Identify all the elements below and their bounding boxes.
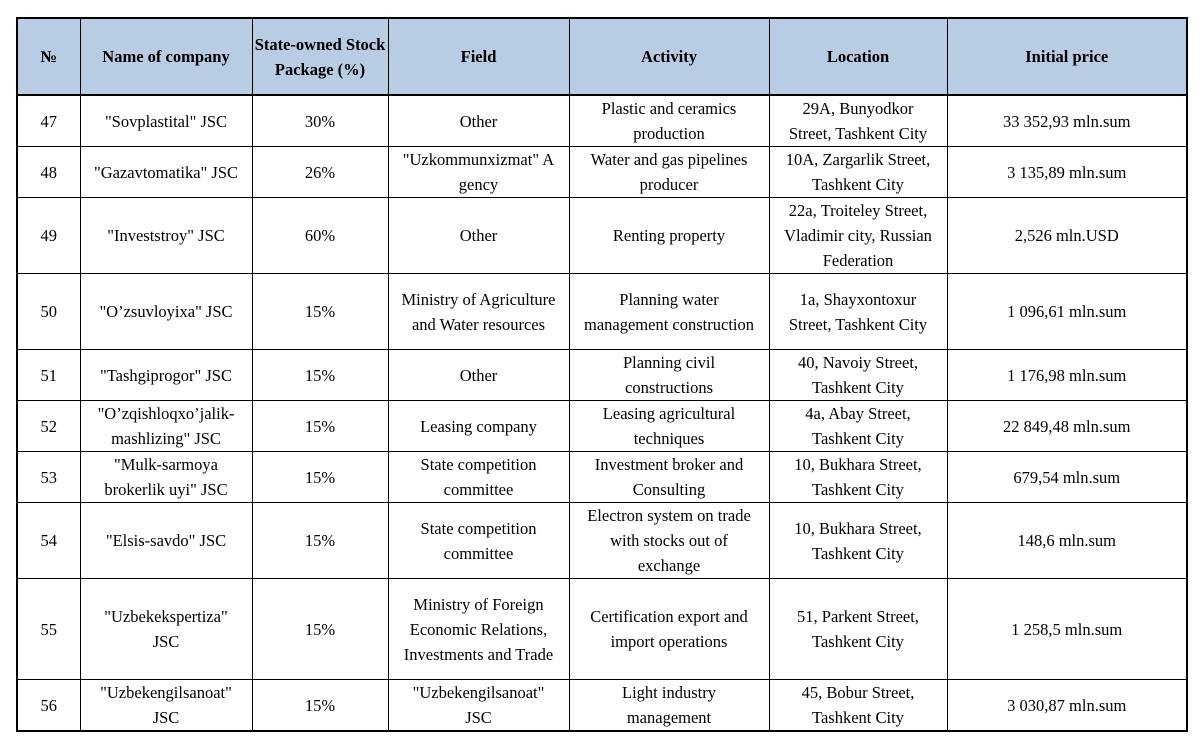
cell-initial-price-text: 1 096,61 mln.sum — [1007, 302, 1127, 321]
table-row — [17, 350, 1187, 401]
cell-field-text: Other — [459, 111, 498, 131]
cell-location-text: 10A, Zargarlik Street, Tashkent City — [785, 150, 931, 194]
cell-initial-price — [947, 350, 1187, 401]
cell-company-name — [80, 198, 252, 274]
cell-number — [17, 350, 80, 401]
cell-location-text: 45, Bobur Street, Tashkent City — [801, 683, 915, 727]
cell-number — [17, 198, 80, 274]
header-initial-price: Initial price — [947, 18, 1187, 95]
cell-field — [388, 198, 569, 274]
cell-field-text: State competition committee — [420, 518, 537, 563]
cell-field — [388, 401, 569, 452]
cell-state-stake — [252, 198, 388, 274]
cell-location-text: 22a, Troiteley Street, Vladimir city, Russian Federation — [784, 201, 932, 270]
table-body — [17, 95, 1187, 731]
cell-activity-text: Planning civil constructions — [622, 353, 716, 397]
cell-company-name-text: "Gazavtomatika" JSC — [93, 162, 239, 182]
cell-location — [769, 401, 947, 452]
cell-activity — [569, 350, 769, 401]
cell-company-name-text: "Tashgiprogor" JSC — [100, 365, 232, 385]
cell-company-name-text: "O’zqishloqxo’jalik- mashlizing" JSC — [97, 404, 235, 448]
cell-state-stake-text: 15% — [304, 416, 336, 436]
table-row — [17, 198, 1187, 274]
cell-initial-price — [947, 274, 1187, 350]
cell-number — [17, 579, 80, 680]
cell-number-text: 51 — [40, 365, 57, 385]
cell-location — [769, 95, 947, 147]
cell-initial-price — [947, 680, 1187, 732]
cell-initial-price-text: 148,6 mln.sum — [1017, 531, 1117, 550]
cell-location — [769, 680, 947, 732]
table-row — [17, 147, 1187, 198]
cell-initial-price-text: 1 258,5 mln.sum — [1011, 619, 1123, 639]
cell-initial-price-text: 3 030,87 mln.sum — [1007, 695, 1127, 715]
cell-number — [17, 452, 80, 503]
cell-field-text: Ministry of Foreign Economic Relations, Investments and Trade — [403, 594, 554, 664]
cell-number-text: 50 — [40, 302, 57, 321]
cell-location — [769, 579, 947, 680]
cell-field-text: Other — [459, 226, 498, 245]
cell-company-name — [80, 579, 252, 680]
cell-field — [388, 350, 569, 401]
header-activity: Activity — [569, 18, 769, 95]
cell-activity — [569, 198, 769, 274]
cell-field-text: Leasing company — [420, 416, 537, 436]
cell-number — [17, 401, 80, 452]
cell-number — [17, 95, 80, 147]
cell-initial-price-text: 22 849,48 mln.sum — [1003, 416, 1131, 436]
header-row — [17, 18, 1187, 95]
cell-company-name — [80, 274, 252, 350]
cell-initial-price-text: 679,54 mln.sum — [1013, 467, 1121, 487]
cell-company-name — [80, 503, 252, 579]
table-row — [17, 503, 1187, 579]
cell-field-text: "Uzbekengilsanoat" JSC — [412, 683, 545, 727]
cell-number-text: 49 — [40, 226, 57, 245]
cell-number — [17, 274, 80, 350]
cell-number-text: 52 — [40, 416, 57, 436]
cell-field-text: State competition committee — [420, 455, 537, 499]
header-number: № — [17, 18, 80, 95]
header-state-stake: State-owned Stock Package (%) — [252, 18, 388, 95]
cell-company-name-text: "Elsis-savdo" JSC — [105, 531, 227, 550]
cell-state-stake — [252, 579, 388, 680]
cell-state-stake — [252, 350, 388, 401]
cell-field — [388, 95, 569, 147]
cell-field-text: Other — [459, 365, 498, 385]
cell-state-stake — [252, 452, 388, 503]
cell-company-name — [80, 350, 252, 401]
cell-initial-price — [947, 198, 1187, 274]
cell-field — [388, 680, 569, 732]
cell-activity-text: Certification export and import operations — [590, 607, 748, 651]
cell-initial-price — [947, 95, 1187, 147]
cell-activity-text: Light industry management — [622, 683, 716, 727]
cell-company-name — [80, 452, 252, 503]
cell-number-text: 54 — [40, 531, 57, 550]
cell-company-name-text: "Investstroy" JSC — [107, 226, 225, 245]
cell-activity — [569, 503, 769, 579]
cell-state-stake — [252, 680, 388, 732]
cell-location — [769, 350, 947, 401]
cell-company-name-text: "Sovplastital" JSC — [104, 111, 228, 131]
cell-company-name — [80, 147, 252, 198]
cell-state-stake-text: 60% — [304, 226, 336, 245]
cell-initial-price — [947, 503, 1187, 579]
cell-location-text: 1a, Shayxontoxur Street, Tashkent City — [788, 289, 928, 334]
cell-initial-price — [947, 147, 1187, 198]
cell-activity — [569, 579, 769, 680]
cell-state-stake-text: 15% — [304, 302, 336, 321]
cell-activity — [569, 95, 769, 147]
cell-number-text: 47 — [40, 111, 57, 131]
cell-number-text: 48 — [40, 162, 57, 182]
cell-location-text: 29A, Bunyodkor Street, Tashkent City — [788, 99, 928, 143]
cell-field-text: "Uzkommunxizmat" A gency — [402, 150, 555, 194]
cell-location — [769, 452, 947, 503]
table-row — [17, 401, 1187, 452]
cell-number — [17, 147, 80, 198]
cell-number — [17, 503, 80, 579]
cell-state-stake — [252, 274, 388, 350]
header-field: Field — [388, 18, 569, 95]
cell-field — [388, 503, 569, 579]
cell-location-text: 10, Bukhara Street, Tashkent City — [794, 455, 922, 499]
cell-activity — [569, 452, 769, 503]
cell-field — [388, 274, 569, 350]
cell-state-stake-text: 15% — [304, 695, 336, 715]
cell-activity-text: Leasing agricultural techniques — [602, 404, 736, 448]
cell-field — [388, 452, 569, 503]
cell-location-text: 40, Navoiy Street, Tashkent City — [797, 353, 919, 397]
cell-initial-price-text: 3 135,89 mln.sum — [1007, 162, 1127, 182]
cell-activity-text: Plastic and ceramics production — [601, 99, 737, 143]
cell-state-stake-text: 15% — [304, 365, 336, 385]
cell-location — [769, 198, 947, 274]
table-row — [17, 680, 1187, 732]
cell-location — [769, 147, 947, 198]
cell-company-name-text: "Uzbekengilsanoat" JSC — [100, 683, 232, 727]
table-row — [17, 274, 1187, 350]
cell-location — [769, 274, 947, 350]
cell-company-name — [80, 95, 252, 147]
table-row — [17, 452, 1187, 503]
table-row — [17, 95, 1187, 147]
cell-number-text: 55 — [40, 619, 57, 639]
cell-activity-text: Renting property — [612, 226, 726, 245]
cell-field — [388, 579, 569, 680]
cell-activity-text: Planning water management construction — [584, 289, 754, 334]
cell-state-stake-text: 26% — [304, 162, 336, 182]
cell-activity — [569, 401, 769, 452]
cell-number — [17, 680, 80, 732]
table-container — [16, 17, 1188, 732]
cell-initial-price — [947, 452, 1187, 503]
cell-company-name-text: "O’zsuvloyixa" JSC — [99, 302, 233, 321]
cell-state-stake-text: 15% — [304, 467, 336, 487]
cell-field-text: Ministry of Agriculture and Water resources — [401, 289, 556, 334]
cell-state-stake-text: 15% — [304, 531, 336, 550]
cell-state-stake-text: 15% — [304, 619, 336, 639]
privatization-table — [16, 17, 1188, 732]
cell-company-name — [80, 401, 252, 452]
cell-location — [769, 503, 947, 579]
cell-company-name — [80, 680, 252, 732]
cell-activity — [569, 147, 769, 198]
cell-activity — [569, 274, 769, 350]
cell-activity-text: Electron system on trade with stocks out of exchange — [587, 506, 751, 575]
header-location: Location — [769, 18, 947, 95]
cell-state-stake — [252, 503, 388, 579]
table-row — [17, 579, 1187, 680]
header-company-name: Name of company — [80, 18, 252, 95]
cell-location-text: 4a, Abay Street, Tashkent City — [805, 404, 911, 448]
cell-location-text: 10, Bukhara Street, Tashkent City — [794, 518, 922, 563]
cell-number-text: 53 — [40, 467, 57, 487]
cell-company-name-text: "Mulk-sarmoya brokerlik uyi" JSC — [104, 455, 228, 499]
cell-location-text: 51, Parkent Street, Tashkent City — [797, 607, 919, 651]
cell-company-name-text: "Uzbekekspertiza" JSC — [104, 607, 228, 651]
cell-state-stake — [252, 95, 388, 147]
cell-activity-text: Investment broker and Consulting — [594, 455, 744, 499]
cell-field — [388, 147, 569, 198]
cell-initial-price-text: 33 352,93 mln.sum — [1003, 111, 1131, 131]
cell-state-stake — [252, 147, 388, 198]
cell-initial-price-text: 2,526 mln.USD — [1014, 226, 1119, 245]
cell-state-stake-text: 30% — [304, 111, 336, 131]
cell-initial-price — [947, 401, 1187, 452]
cell-initial-price — [947, 579, 1187, 680]
cell-activity-text: Water and gas pipelines producer — [590, 150, 748, 194]
cell-number-text: 56 — [40, 695, 57, 715]
cell-initial-price-text: 1 176,98 mln.sum — [1007, 365, 1127, 385]
cell-state-stake — [252, 401, 388, 452]
cell-activity — [569, 680, 769, 732]
